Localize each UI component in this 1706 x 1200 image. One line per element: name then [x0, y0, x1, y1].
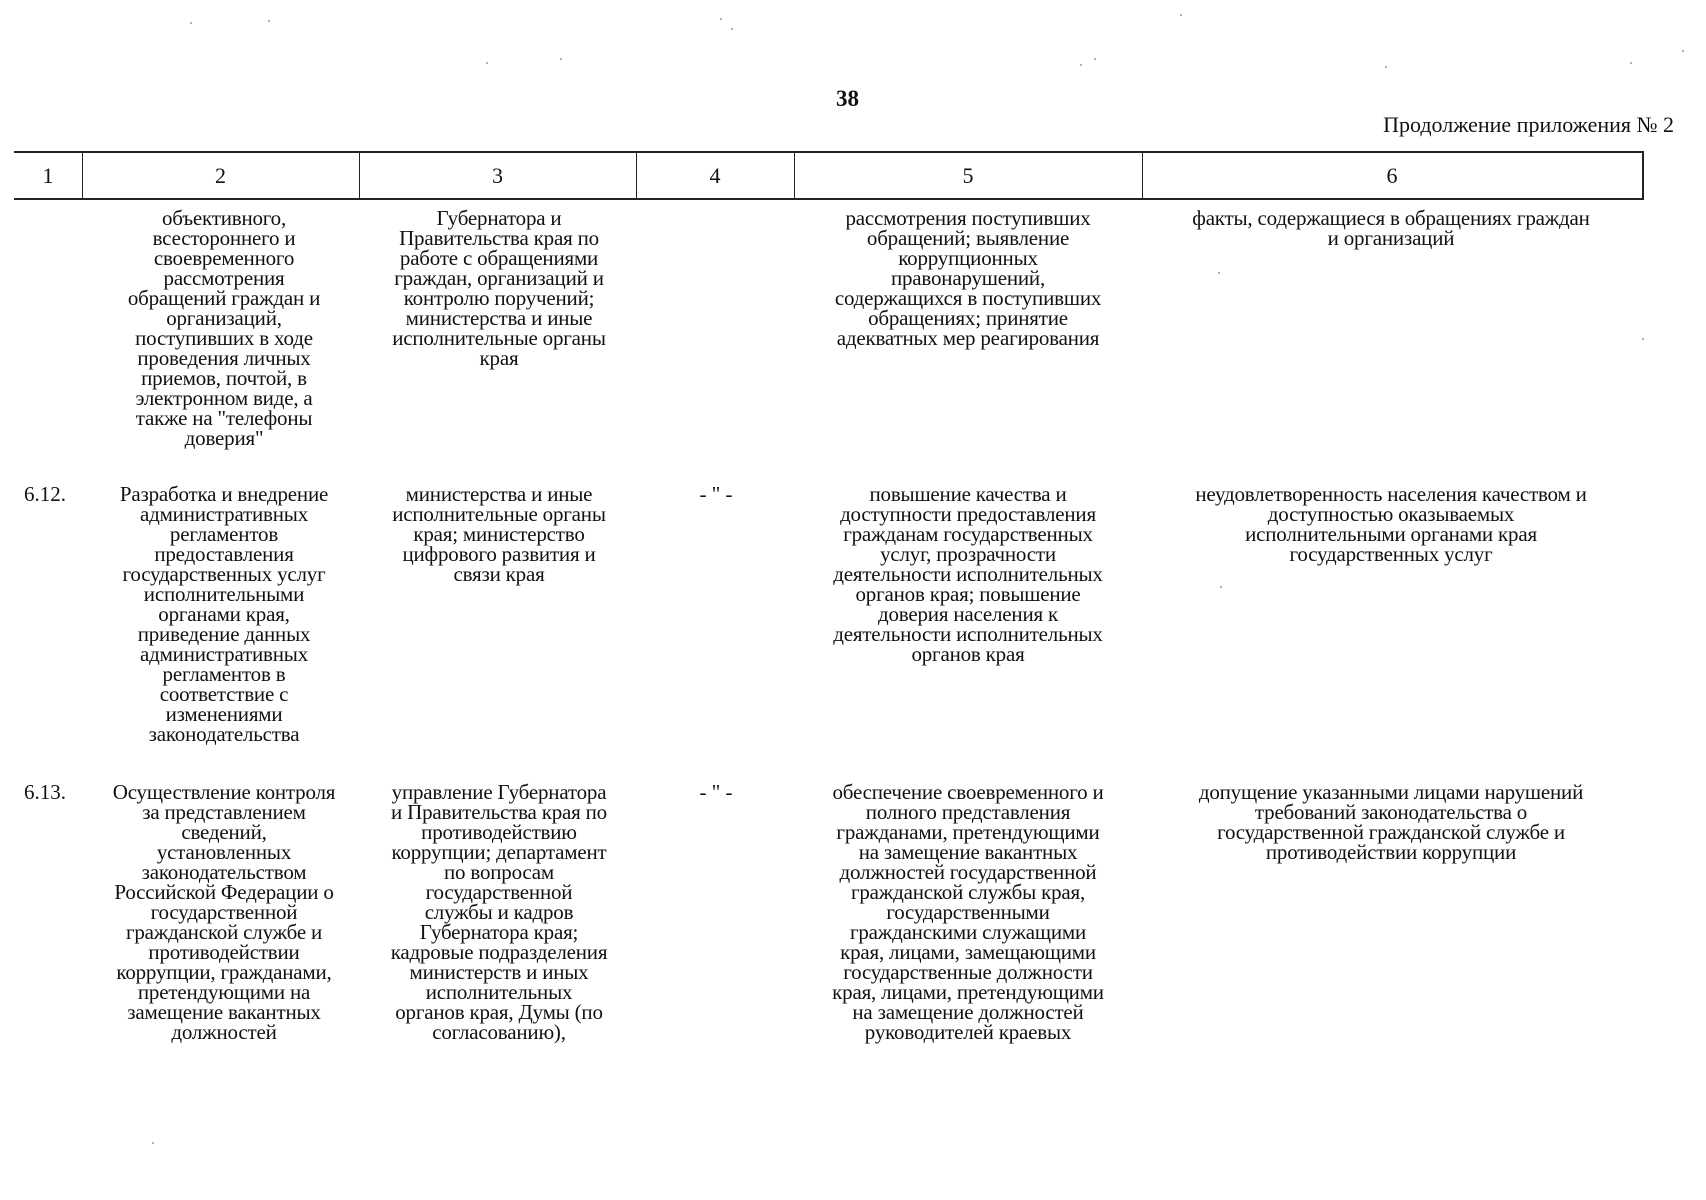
expected-result-cell: обеспечение своевременного и полного представления гражданами, претендующими на замещение вакантных должностей государственной гражданской службы края, государственными гражданскими служащими края, лицами, замещающими государственные должности края, лицами, претендующими на замещение должностей руководителей краевых	[832, 780, 1104, 1044]
column-divider	[1642, 153, 1644, 198]
expected-result-cell: рассмотрения поступивших обращений; выявление коррупционных правонарушений, содержащихся в поступивших обращениях; принятие адекватных мер реагирования	[834, 206, 1102, 350]
measure-cell: Разработка и внедрение административных регламентов предоставления государственных услуг исполнительными органами края, приведение данных административных регламентов в соответствие с изменениями законодательства	[119, 482, 329, 746]
risk-factor-cell: неудовлетворенность населения качеством и доступностью оказываемых исполнительными органами края государственных услуг	[1195, 482, 1587, 566]
deadline-cell: - " -	[699, 482, 733, 506]
header-col-1: 1	[42, 163, 54, 188]
executors-cell: Губернатора и Правительства края по работе с обращениями граждан, организаций и контролю поручений; министерства и иные исполнительные органы края	[392, 206, 606, 370]
table-header	[14, 151, 1644, 200]
executors-cell: министерства и иные исполнительные органы края; министерство цифрового развития и связи края	[392, 482, 606, 586]
measure-cell: объективного, всестороннего и своевременного рассмотрения обращений граждан и организаций, поступивших в ходе проведения личных приемов, почтой, в электронном виде, а также на "телефоны доверия"	[127, 206, 321, 450]
header-col-5: 5	[962, 163, 974, 188]
row-number: 6.12.	[24, 482, 66, 506]
risk-factor-cell: допущение указанными лицами нарушений требований законодательства о государственной гражданской службе и противодействии коррупции	[1198, 780, 1584, 864]
header-col-2: 2	[215, 163, 226, 188]
page-number: 38	[836, 86, 859, 111]
row-number: 6.13.	[24, 780, 66, 804]
header-col-3: 3	[492, 163, 503, 188]
continuation-label: Продолжение приложения № 2	[1383, 112, 1674, 137]
measure-cell: Осуществление контроля за представлением сведений, установленных законодательством Российской Федерации о государственной гражданской службе и противодействии коррупции, гражданами, претендующими на замещение вакантных должностей	[112, 780, 336, 1044]
executors-cell: управление Губернатора и Правительства края по противодействию коррупции; департамент по вопросам государственной службы и кадров Губернатора края; кадровые подразделения министерств и иных исполнительных органов края, Думы (по согласованию),	[390, 780, 608, 1044]
expected-result-cell: повышение качества и доступности предоставления гражданам государственных услуг, прозрачности деятельности исполнительных органов края; повышение доверия населения к деятельности исполнительных органов края	[833, 482, 1103, 666]
deadline-cell: - " -	[699, 780, 733, 804]
header-col-4: 4	[709, 163, 721, 188]
risk-factor-cell: факты, содержащиеся в обращениях граждан и организаций	[1192, 206, 1590, 250]
header-col-6: 6	[1386, 163, 1398, 188]
